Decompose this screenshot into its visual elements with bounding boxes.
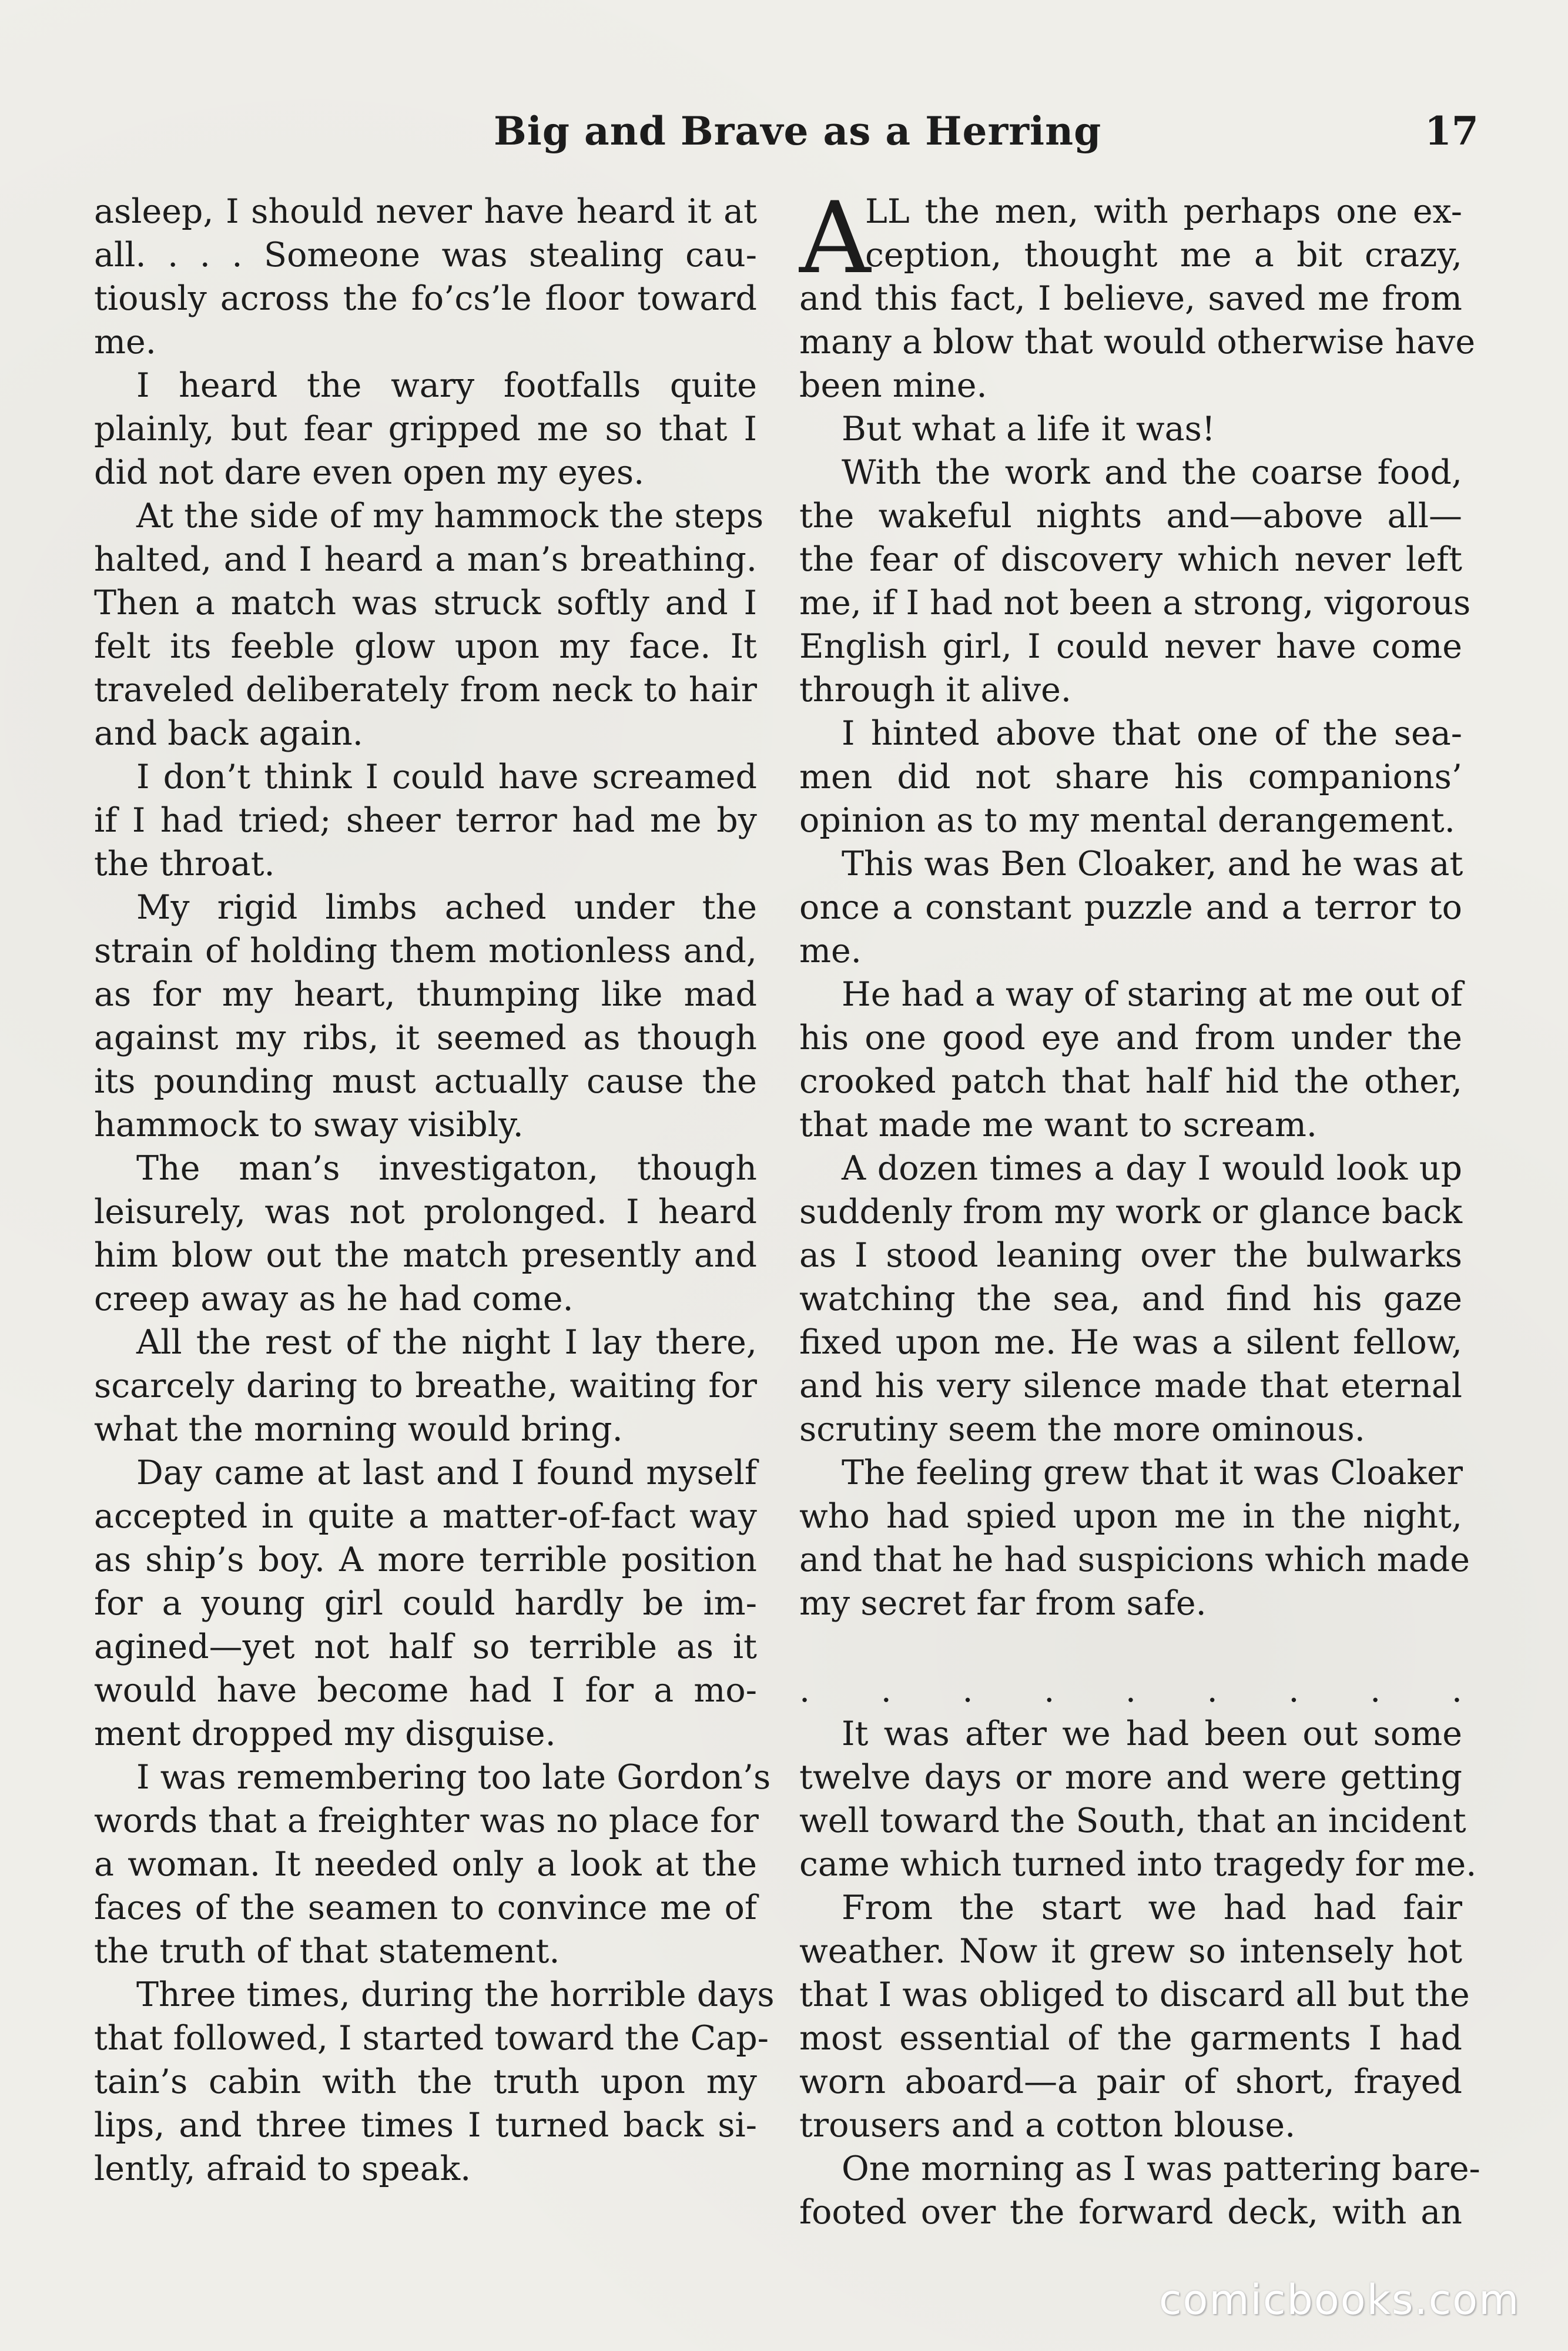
text-line: I don’t think I could have screamed: [136, 758, 757, 796]
text-line: and back again.: [94, 714, 363, 753]
text-line: asleep, I should never have heard it at: [94, 192, 757, 231]
text-line: leisurely, was not prolonged. I heard: [94, 1193, 757, 1231]
text-line: all. . . . Someone was stealing cau-: [94, 236, 757, 274]
text-line: what the morning would bring.: [94, 1410, 623, 1449]
text-line: footed over the forward deck, with an: [799, 2193, 1462, 2232]
text-line: I heard the wary footfalls quite: [136, 366, 757, 405]
text-line: as for my heart, thumping like mad: [94, 975, 757, 1014]
running-head: [0, 99, 1568, 163]
left-text-column: [94, 190, 775, 2200]
text-line: and this fact, I believe, saved me from: [799, 279, 1462, 318]
text-line: I hinted above that one of the sea-: [842, 714, 1462, 753]
text-line: twelve days or more and were getting: [799, 1758, 1462, 1797]
text-line: once a constant puzzle and a terror to: [799, 888, 1462, 927]
text-line: words that a freighter was no place for: [94, 1801, 759, 1840]
text-line: its pounding must actually cause the: [94, 1062, 757, 1101]
text-line: It was after we had been out some: [842, 1714, 1462, 1753]
text-line: been mine.: [799, 366, 987, 405]
text-line: the throat.: [94, 845, 275, 883]
text-line: ment dropped my disguise.: [94, 1714, 556, 1753]
text-line: me.: [94, 323, 156, 361]
text-line: for a young girl could hardly be im-: [94, 1584, 757, 1623]
text-line: his one good eye and from under the: [799, 1019, 1462, 1057]
text-line: Day came at last and I found myself: [136, 1454, 757, 1492]
text-line: felt its feeble glow upon my face. It: [94, 627, 757, 666]
text-line: scrutiny seem the more ominous.: [799, 1410, 1365, 1449]
text-line: and his very silence made that eternal: [799, 1367, 1462, 1405]
text-line: faces of the seamen to convince me of: [94, 1888, 757, 1927]
text-line: most essential of the garments I had: [799, 2019, 1462, 2058]
text-line: A dozen times a day I would look up: [842, 1149, 1462, 1188]
text-line: traveled deliberately from neck to hair: [94, 671, 757, 709]
text-line: if I had tried; sheer terror had me by: [94, 801, 757, 840]
text-line: well toward the South, that an incident: [799, 1801, 1466, 1840]
text-line: fixed upon me. He was a silent fellow,: [799, 1323, 1462, 1362]
text-line: LL the men, with perhaps one ex-: [865, 192, 1462, 231]
text-line: hammock to sway visibly.: [94, 1106, 524, 1144]
text-line: suddenly from my work or glance back: [799, 1193, 1462, 1231]
text-line: against my ribs, it seemed as though: [94, 1019, 757, 1057]
text-line: [799, 1625, 1462, 1669]
text-line: the wakeful nights and—above all—: [799, 497, 1462, 535]
text-line: But what a life it was!: [842, 410, 1215, 448]
text-line: halted, and I heard a man’s breathing.: [94, 540, 757, 579]
text-line: many a blow that would otherwise have: [799, 323, 1476, 361]
text-line: My rigid limbs ached under the: [136, 888, 757, 927]
text-line: scarcely daring to breathe, waiting for: [94, 1367, 757, 1405]
text-line: Three times, during the horrible days: [136, 1975, 775, 2014]
text-line: that followed, I started toward the Cap-: [94, 2019, 769, 2058]
text-line: would have become had I for a mo-: [94, 1671, 757, 1710]
text-line: tiously across the fo’cs’le floor toward: [94, 279, 757, 318]
text-line: as ship’s boy. A more terrible position: [94, 1540, 757, 1579]
text-line: English girl, I could never have come: [799, 627, 1462, 666]
watermark-logo: comicbooks.com: [1159, 2276, 1520, 2324]
text-line: worn aboard—a pair of short, frayed: [799, 2062, 1462, 2101]
text-line: and that he had suspicions which made: [799, 1540, 1470, 1579]
text-line: All the rest of the night I lay there,: [136, 1323, 757, 1362]
text-line: accepted in quite a matter-of-fact way: [94, 1497, 757, 1536]
text-line: creep away as he had come.: [94, 1280, 574, 1318]
text-line: ception, thought me a bit crazy,: [865, 236, 1462, 274]
drop-cap: A: [799, 180, 871, 296]
text-line: tain’s cabin with the truth upon my: [94, 2062, 757, 2101]
text-line: came which turned into tragedy for me.: [799, 1845, 1477, 1884]
text-line: From the start we had had fair: [842, 1888, 1462, 1927]
text-line: . . . . . . . . .: [799, 1671, 1462, 1710]
text-line: weather. Now it grew so intensely hot: [799, 1932, 1462, 1971]
text-line: the fear of discovery which never left: [799, 540, 1462, 579]
text-line: The feeling grew that it was Cloaker: [842, 1454, 1463, 1492]
text-line: did not dare even open my eyes.: [94, 453, 645, 492]
text-line: crooked patch that half hid the other,: [799, 1062, 1462, 1101]
text-line: him blow out the match presently and: [94, 1236, 757, 1275]
text-line: plainly, but fear gripped me so that I: [94, 410, 757, 448]
text-line: men did not share his companions’: [799, 758, 1462, 796]
text-line: I was remembering too late Gordon’s: [136, 1758, 771, 1797]
text-line: my secret far from safe.: [799, 1584, 1207, 1623]
text-line: With the work and the coarse food,: [842, 453, 1462, 492]
text-line: strain of holding them motionless and,: [94, 932, 757, 970]
text-line: watching the sea, and find his gaze: [799, 1280, 1462, 1318]
text-line: He had a way of staring at me out of: [842, 975, 1463, 1014]
text-line: The man’s investigaton, though: [136, 1149, 757, 1188]
text-line: Then a match was struck softly and I: [94, 584, 757, 622]
text-line: One morning as I was pattering bare-: [842, 2149, 1480, 2188]
right-text-column: [799, 180, 1480, 2232]
text-line: At the side of my hammock the steps: [136, 497, 764, 535]
text-line: that made me want to scream.: [799, 1106, 1318, 1144]
text-line: me.: [799, 932, 862, 970]
running-title: Big and Brave as a Herring: [494, 108, 1102, 154]
text-line: through it alive.: [799, 671, 1071, 709]
text-line: opinion as to my mental derangement.: [799, 801, 1455, 840]
text-line: This was Ben Cloaker, and he was at: [842, 845, 1463, 883]
page-number: 17: [1425, 108, 1479, 154]
text-line: agined—yet not half so terrible as it: [94, 1627, 757, 1666]
text-line: as I stood leaning over the bulwarks: [799, 1236, 1462, 1275]
text-line: lips, and three times I turned back si-: [94, 2106, 757, 2145]
text-line: trousers and a cotton blouse.: [799, 2106, 1296, 2145]
text-line: that I was obliged to discard all but the: [799, 1975, 1470, 2014]
text-line: a woman. It needed only a look at the: [94, 1845, 757, 1884]
text-line: lently, afraid to speak.: [94, 2149, 471, 2188]
text-line: who had spied upon me in the night,: [799, 1497, 1462, 1536]
text-line: the truth of that statement.: [94, 1932, 560, 1971]
text-line: me, if I had not been a strong, vigorous: [799, 584, 1471, 622]
